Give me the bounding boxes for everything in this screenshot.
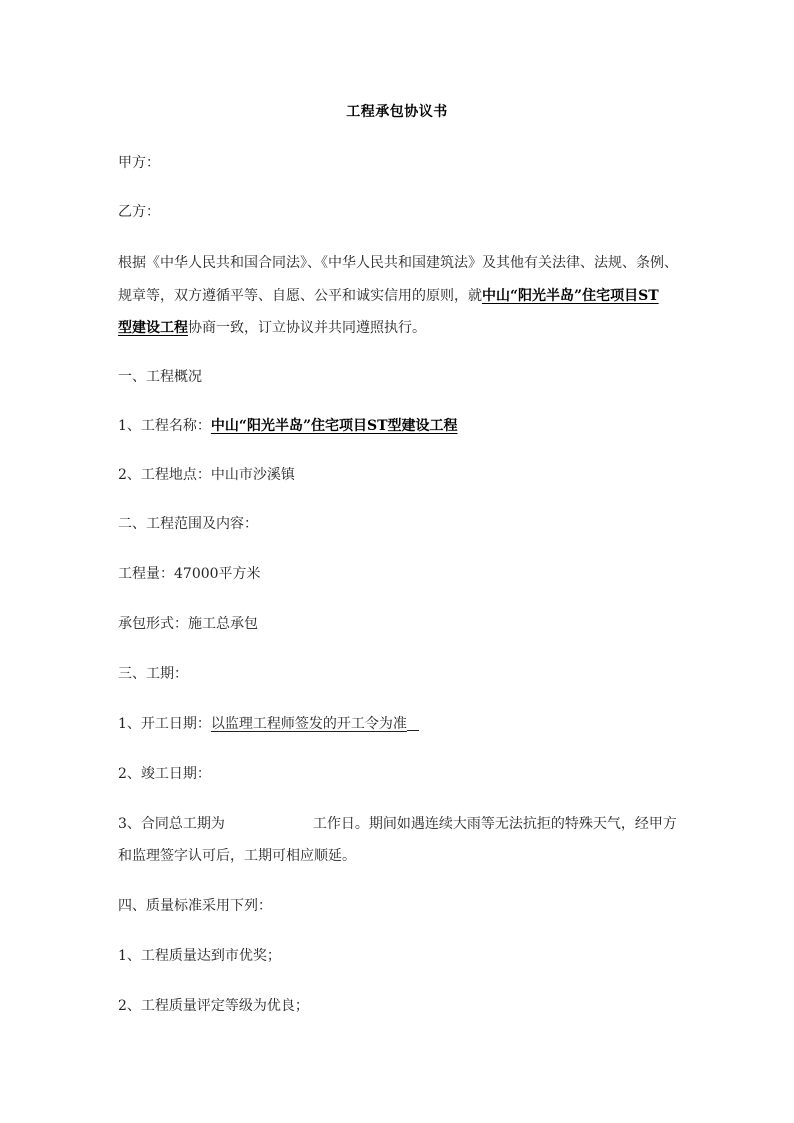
end-date-label: 2、竣工日期： (118, 766, 211, 782)
quantity-value: 47000平方米 (174, 566, 261, 582)
section-3-heading: 三、工期： (118, 666, 188, 682)
quality-item-2: 2、工程质量评定等级为优良； (118, 998, 309, 1014)
total-duration-row-2: 和监理签字认可后，工期可相应顺延。 (118, 848, 356, 864)
quantity-row (118, 564, 261, 584)
total-duration-row (118, 814, 677, 834)
section-2-heading: 二、工程范围及内容： (118, 516, 258, 532)
start-date-label: 1、开工日期： (118, 716, 211, 732)
total-duration-prefix: 3、合同总工期为 (118, 816, 225, 832)
project-location-value: 中山市沙溪镇 (210, 467, 295, 483)
project-name-emphasis: 型建设工程 (118, 320, 188, 336)
intro-line-2 (118, 286, 659, 306)
quality-item-1: 1、工程质量达到市优奖； (118, 948, 281, 964)
total-duration-suffix: 工作日。期间如遇连续大雨等无法抗拒的特殊天气，经甲方 (312, 816, 677, 832)
intro-line-1 (118, 253, 678, 273)
project-name-row (118, 416, 458, 436)
project-name-value: 中山“阳光半岛”住宅项目ST型建设工程 (210, 418, 458, 434)
contract-form-label: 承包形式： (118, 616, 188, 632)
quantity-label: 工程量： (118, 566, 174, 582)
party-b-label: 乙方： (118, 204, 160, 220)
document-title: 工程承包协议书 (346, 104, 448, 120)
start-date-row (118, 714, 419, 734)
section-4-heading: 四、质量标准采用下列： (118, 898, 272, 914)
start-date-underline-fill (407, 716, 419, 731)
contract-form-row (118, 614, 258, 634)
end-date-row (118, 764, 211, 784)
intro-text: 根据《中华人民共和国合同法》、《中华人民共和国建筑法》及其他有关法律、法规、条例、 (118, 255, 678, 271)
intro-text: 规章等，双方遵循平等、自愿、公平和诚实信用的原则，就 (118, 288, 482, 304)
section-1-heading: 一、工程概况 (118, 369, 202, 385)
project-location-label: 2、工程地点： (118, 467, 211, 483)
intro-text: 协商一致，订立协议并共同遵照执行。 (188, 320, 426, 336)
project-name-emphasis: 中山“阳光半岛”住宅项目ST (482, 288, 659, 304)
start-date-value: 以监理工程师签发的开工令为准 (210, 716, 407, 732)
project-name-label: 1、工程名称： (118, 418, 211, 434)
contract-form-value: 施工总承包 (188, 616, 258, 632)
intro-line-3 (118, 318, 426, 338)
party-a-label: 甲方： (118, 155, 160, 171)
project-location-row (118, 465, 295, 485)
